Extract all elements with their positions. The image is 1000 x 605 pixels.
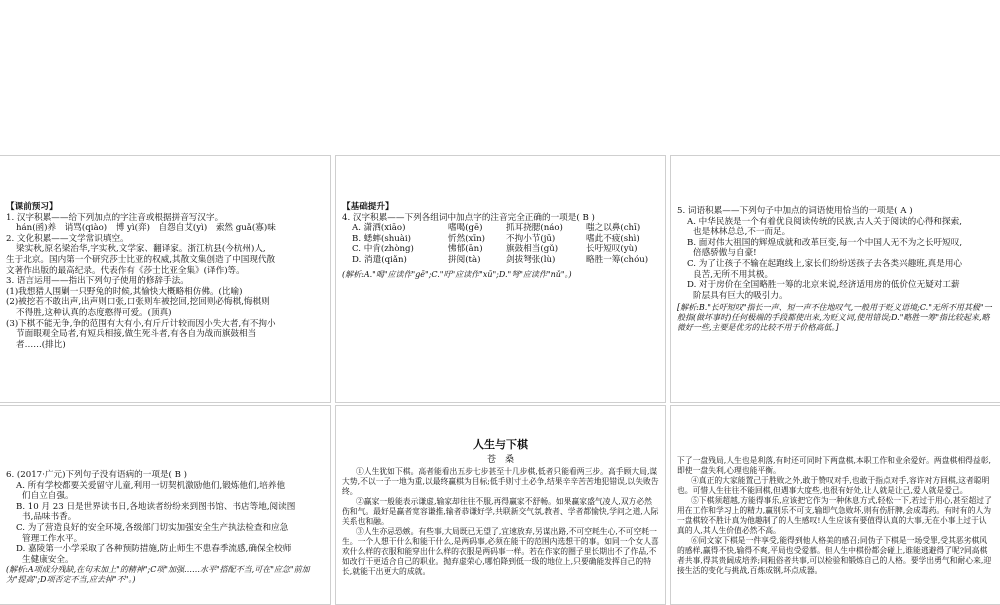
essay-paragraph: ⑤下棋须超越,方能得事乐,应该把它作为一种休息方式,轻松一下,若过于用心,甚至超过了用在工作和学习上的精力,赢别乐不可支,输即气急败坏,则有伤肝脾,会成毒药。有时有的人为一盘棋较不胜计真为他趣制了的人生感叹!人生应该有要值得认真的大事,无在小事上过于认真的人,其人生价值必然不高。 — [677, 496, 992, 535]
essay-paragraph: ⑥同文家下棋是一件享受,能得到他人格美的感召;同伪子下棋是一场受罪,受其恶劣棋风的感样,赢得不快,输得不爽,平局也受爱慕。但人生中棋份都会碰上,谁能逃避得了呢?同高棋者共事,得其贵阔成培养;同粗俗者共事,可以检验和锻炼自己的人格。要学出勇气和耐心来,迎接生活的变化与挑战,百炼成钢,坏点成器。 — [677, 536, 992, 575]
option-cell: 抓耳挠腮(náo) — [506, 223, 563, 234]
text-line: 2. 文化积累——文学常识填空。 — [6, 233, 129, 244]
text-line: (3)下棋不能无争,争的范围有大有小,有斤斤计较而因小失大者,有不拘小 — [6, 318, 276, 329]
option-line: 良苦,无所不用其极。 — [693, 269, 774, 280]
text-line: 1. 汉字积累——给下列加点的字注音或根据拼音写汉字。 — [6, 212, 224, 223]
option-line: C. 为了营造良好的安全环境,各级部门切实加强安全生产执法检查和应急 — [16, 522, 289, 533]
option-cell: 嗤之以鼻(chī) — [586, 223, 641, 234]
option-cell: B. 蟋蟀(shuài) — [352, 233, 412, 244]
option-line: C. 为了让孩子不输在起跑线上,家长们纷纷送孩子去各类兴趣班,真是用心 — [687, 258, 963, 269]
essay-paragraph: ③人生亦忌恐嫉。有些事,大局既已无望了,宜速放弃,另谋出路,不可空耗生心,不可空耗一生。一个人想干什么和能干什么,是两码事,必须在能干的范围内选想干的事。如同一个女人喜欢什么样的衣服和能穿出什么样的衣服是两码事一样。若在作家的圈子里长期出不了作品,不如改行干更适合自己的职业。抛弃虚荣心,哪怕降到低一级的地位上,只要确能发挥自己的特长,就能干出更大的成就。 — [342, 527, 659, 576]
text-line: hán(函)养 诮骂(qiào) 博 yì(弈) 自怨自艾(yì) 索然 guǎ(寡)味 — [16, 223, 276, 234]
option-row — [342, 255, 659, 266]
option-line: 管理工作水平。 — [22, 533, 83, 544]
text-line: (2)被挖若不敢出声,出声则口张,口张则车被挖回,挖回则必悔棋,悔棋则 — [6, 297, 270, 308]
option-cell: 嗜喝(gē) — [448, 223, 483, 234]
text-line: 生于北京。国内第一个研究莎士比亚的权威,其散文集创造了中国现代散 — [6, 254, 276, 265]
option-cell: C. 中肯(zhòng) — [352, 244, 414, 255]
option-cell: D. 消遣(qiǎn) — [352, 254, 407, 265]
panel-vocabulary — [670, 155, 1000, 403]
option-cell: 嗜此不疲(shì) — [586, 233, 640, 244]
essay-paragraph: 下了一盘残局,人生也是利落,有时还可同时下两盘棋,本职工作和业余爱好。两盘棋相得益彰,即使一盘失利,心理也能平衡。 — [677, 456, 991, 475]
option-cell: 长吁短叹(yù) — [586, 244, 638, 255]
panel-essay — [335, 405, 666, 605]
option-line: 书,品味书香。 — [22, 512, 77, 523]
option-cell: 怫郁(ān) — [448, 244, 483, 255]
option-line: 生健康安全。 — [22, 554, 74, 565]
text-line: 3. 语言运用——指出下列句子使用的修辞手法。 — [6, 276, 189, 287]
option-cell: 忻然(xīn) — [448, 233, 486, 244]
option-line: B. 面对伟大祖国的辉煌成就和改革巨变,每一个中国人无不为之长吁短叹, — [687, 237, 963, 248]
option-line: A. 中华民族是一个有着优良阅读传统的民族,古人关于阅读的心得和探索, — [687, 216, 962, 227]
text-line: 节面眼观全局者,有短兵相接,做生死斗者,有各自为战而旗鼓相当 — [16, 329, 257, 340]
panel-essay-continued — [670, 405, 1000, 605]
option-line: B. 10 月 23 日是世界读书日,各地读者纷纷来到图书馆、书店等地,阅读图 — [16, 501, 296, 512]
option-row — [342, 223, 659, 234]
option-cell: 拼阅(tà) — [448, 254, 481, 265]
option-cell: 旗鼓相当(gǔ) — [506, 244, 559, 255]
essay-paragraph: ①人生犹如下棋。高者能看出五步七步甚至十几步棋,低者只能看两三步。高手顾大局,谋大势,不以一子一地为重,以最终赢棋为目标;低手则寸土必争,结果辛辛苦苦地犯错误,以失败告终。 — [342, 467, 659, 496]
option-line: 阶层具有巨大的吸引力。 — [693, 290, 788, 301]
option-cell: 略胜一筹(chóu) — [586, 254, 649, 265]
essay-author: 苍 桑 — [486, 455, 514, 465]
question-text: 6. (2017·广元)下列句子没有语病的一项是( B ) — [6, 470, 188, 480]
option-line: 也是林林总总,不一而足。 — [693, 227, 791, 238]
option-cell: 剑拔弩张(lù) — [506, 254, 556, 265]
option-row — [342, 244, 659, 255]
question-text: 5. 词语积累——下列句子中加点的词语使用恰当的一项是( A ) — [677, 206, 913, 216]
essay-title: 人生与下棋 — [473, 438, 528, 451]
text-line: 者……(排比) — [16, 339, 66, 350]
section-heading: 【基础提升】 — [342, 202, 394, 212]
option-line: A. 所有学校都要关爱留守儿童,利用一切契机激励他们,锻炼他们,培养他 — [16, 480, 286, 491]
text-line: 不得胜,这种认真的态度憨得可爱。(顶真) — [16, 307, 172, 318]
option-line: 倍感骄傲与自豪! — [693, 248, 757, 259]
option-line: D. 嘉陵第一小学采取了各种预防措施,防止师生不患春季流感,确保全校师 — [16, 544, 292, 555]
option-cell: 不拘小节(jū) — [506, 233, 556, 244]
essay-paragraph: ②赢家一般能表示谦虚,输家却往往不服,再得赢家不舒畅。如果赢家盛气凌人,双方必然伤和气。最好是赢者宽容谦推,输者恭谦好学,共联新交气氛,教者、学者都愉快,学问之道,人际关系也和融。 — [342, 497, 659, 526]
option-row — [342, 234, 659, 245]
text-line: 文著作出版的最高纪录。代表作有《莎士比亚全集》(译作)等。 — [6, 265, 245, 276]
essay-paragraph: ④真正的大家能置己于胜败之外,敢于赞叹对手,也敢于指点对手,容许对方回棋,这者聪明也。可惜人生往往不能回棋,但遇事大度些,也很有好处,让人就是让己,爱人就是爱己。 — [677, 476, 990, 495]
option-line: 们自立自强。 — [22, 491, 74, 502]
option-cell: A. 潇洒(xiāo) — [352, 223, 406, 234]
analysis-text: [解析:B."长吁短叹"指长一声、短一声不住地叹气,一般用于贬义语境;C."无所不用其极"一般指(做坏事时)任何极端的手段都使出来,为贬义词,使用错误;D."略胜一筹"指比较起来,略微好一些,主要是优劣的比较不用于价格高低。] — [677, 303, 992, 333]
analysis-text: (解析:A项成分残缺,在句末加上"的精神";C项"加强……水平"搭配不当,可在"应急"前加为"提高";D项否定不当,应去掉"不"。) — [6, 565, 310, 585]
analysis-text: (解析:A."喝"应读作"gē";C."吁"应读作"xū";D."弩"应读作"nǔ"。) — [342, 269, 572, 279]
text-line: 梁实秋,原名梁治华,字实秋,文学家、翻译家。浙江杭县(今杭州)人, — [16, 244, 266, 255]
text-line: (1)我想猎人围剿一只野兔的时候,其愉快大概略相仿佛。(比喻) — [6, 286, 243, 297]
panel-preview — [0, 155, 331, 403]
question-text: 4. 汉字积累——下列各组词中加点字的注音完全正确的一项是( B ) — [342, 212, 595, 223]
section-heading: 【课前预习】 — [6, 202, 58, 212]
panel-grammar — [0, 405, 331, 605]
option-line: D. 对于房价在全国略胜一筹的北京来说,经济适用房的低价位无疑对工薪 — [687, 280, 960, 291]
panel-basic — [335, 155, 666, 403]
